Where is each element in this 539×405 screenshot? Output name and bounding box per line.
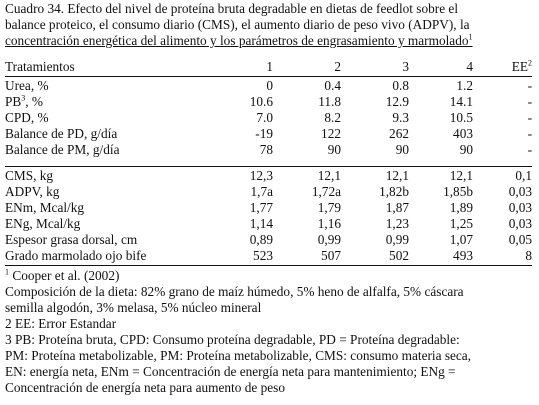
table-row (5, 94, 532, 110)
cell: 0,89 (249, 232, 273, 247)
cell: 12,3 (249, 168, 273, 183)
header-rule (5, 76, 532, 77)
cell: 7.0 (256, 110, 273, 125)
header-col-1: 1 (266, 59, 273, 74)
cell: 493 (453, 248, 473, 263)
caption-footnote-mark: 1 (468, 32, 473, 42)
cell: - (527, 110, 532, 125)
row-label: Balance de PD, g/día (5, 126, 118, 141)
footnote-line: semilla algodón, 3% melasa, 5% núcleo mineral (5, 300, 262, 315)
cell: 1,16 (317, 216, 341, 231)
footnote-line: EN: energía neta, ENm = Concentración de energía neta para mantenimiento; ENg = (5, 364, 456, 379)
caption-line-underlined (5, 33, 535, 49)
header-treatments: Tratamientos (5, 59, 75, 74)
cell: 9.3 (392, 110, 409, 125)
cell: 1,07 (449, 232, 473, 247)
header-col-2: 2 (334, 59, 341, 74)
footnote-line: 2 EE: Error Estandar (5, 316, 117, 331)
cell: 507 (321, 248, 341, 263)
row-label: ENg, Mcal/kg (5, 216, 81, 231)
cell: 0,05 (508, 232, 532, 247)
header-ee-text: EE (511, 59, 528, 74)
cell: 11.8 (318, 94, 341, 109)
cell: - (527, 142, 532, 157)
pb-label-suffix: , % (25, 94, 43, 109)
cell: 0,99 (385, 232, 409, 247)
group-rule (5, 166, 532, 167)
footnote-line: PM: Proteína metabolizable, PM: Proteína metabolizable, CMS: consumo materia seca, (5, 348, 472, 363)
table-bottom-rule (5, 265, 532, 266)
cell: 10.6 (249, 94, 273, 109)
table-caption (5, 1, 535, 49)
cell: 0,99 (317, 232, 341, 247)
row-label: CPD, % (5, 110, 49, 125)
cell: 1,79 (317, 200, 341, 215)
row-label (5, 94, 218, 110)
table-header (5, 59, 532, 75)
header-col-ee (473, 59, 532, 75)
row-label: Balance de PM, g/día (5, 142, 120, 157)
cell: 14.1 (449, 94, 473, 109)
cell: -19 (255, 126, 273, 141)
row-label: ENm, Mcal/kg (5, 200, 85, 215)
cell: 78 (259, 142, 273, 157)
cell: 0,1 (515, 168, 532, 183)
source-text: Cooper et al. (2002) (9, 268, 120, 283)
caption-line-text: concentración energética del alimento y los parámetros de engrasamiento y marmolado (5, 33, 469, 48)
cell: 1,89 (449, 200, 473, 215)
row-label: ADPV, kg (5, 184, 60, 199)
row-label: Grado marmolado ojo bife (5, 248, 147, 263)
table-row (5, 110, 532, 126)
ee-footnote-mark: 2 (528, 58, 532, 68)
table-row (5, 168, 532, 184)
cell: 0.4 (324, 78, 341, 93)
cell: 1.2 (456, 78, 473, 93)
table-row (5, 126, 532, 142)
cell: 1,82b (379, 184, 409, 199)
footnote-source (5, 268, 535, 284)
footnote-line: Composición de la dieta: 82% grano de maíz húmedo, 5% heno de alfalfa, 5% cáscara (5, 284, 464, 299)
table-row (5, 216, 532, 232)
cell: 1,7a (250, 184, 273, 199)
cell: 403 (453, 126, 473, 141)
table-group-composition (5, 78, 532, 158)
cell: 12,1 (449, 168, 473, 183)
header-col-4: 4 (466, 59, 473, 74)
footnote-line: 3 PB: Proteína bruta, CPD: Consumo proteína degradable, PD = Proteína degradable: (5, 332, 460, 347)
cell: 1,77 (249, 200, 273, 215)
cell: 1,23 (385, 216, 409, 231)
row-label: Espesor grasa dorsal, cm (5, 232, 138, 247)
cell: 0,03 (508, 200, 532, 215)
table-row (5, 232, 532, 248)
cell: 122 (321, 126, 341, 141)
table-footnotes (5, 268, 535, 396)
cell: 0,03 (508, 216, 532, 231)
header-row (5, 59, 532, 75)
cell: 90 (327, 142, 341, 157)
cell: 12.9 (385, 94, 409, 109)
table-row (5, 200, 532, 216)
cell: 0,03 (508, 184, 532, 199)
cell: - (527, 126, 532, 141)
header-col-3: 3 (402, 59, 409, 74)
cell: 10.5 (449, 110, 473, 125)
table-row (5, 248, 532, 264)
table-row (5, 184, 532, 200)
cell: 12,1 (317, 168, 341, 183)
cell: 90 (395, 142, 409, 157)
source-footnote-mark: 1 (5, 267, 9, 277)
cell: 262 (389, 126, 409, 141)
cell: - (527, 78, 532, 93)
cell: 1,25 (449, 216, 473, 231)
pb-label-text: PB (5, 94, 22, 109)
caption-line: Cuadro 34. Efecto del nivel de proteína bruta degradable en dietas de feedlot sobre el (5, 1, 459, 16)
cell: 0 (266, 78, 273, 93)
pb-footnote-mark: 3 (21, 93, 26, 103)
table-group-performance (5, 168, 532, 264)
cell: 502 (389, 248, 409, 263)
footnote-line: Concentración de energía neta para aumento de peso (5, 380, 285, 395)
cell: 1,85b (443, 184, 473, 199)
table-row (5, 78, 532, 94)
cell: 0.8 (392, 78, 409, 93)
cell: 90 (459, 142, 473, 157)
cell: 12,1 (385, 168, 409, 183)
table-row (5, 142, 532, 158)
cell: 1,14 (249, 216, 273, 231)
cell: - (527, 94, 532, 109)
cell: 523 (253, 248, 273, 263)
cell: 8 (525, 248, 532, 263)
caption-line: balance proteico, el consumo diario (CMS), el aumento diario de peso vivo (ADPV), la (5, 17, 470, 32)
cell: 1,87 (385, 200, 409, 215)
cell: 8.2 (324, 110, 341, 125)
row-label: Urea, % (5, 78, 49, 93)
cell: 1,72a (311, 184, 341, 199)
row-label: CMS, kg (5, 168, 54, 183)
